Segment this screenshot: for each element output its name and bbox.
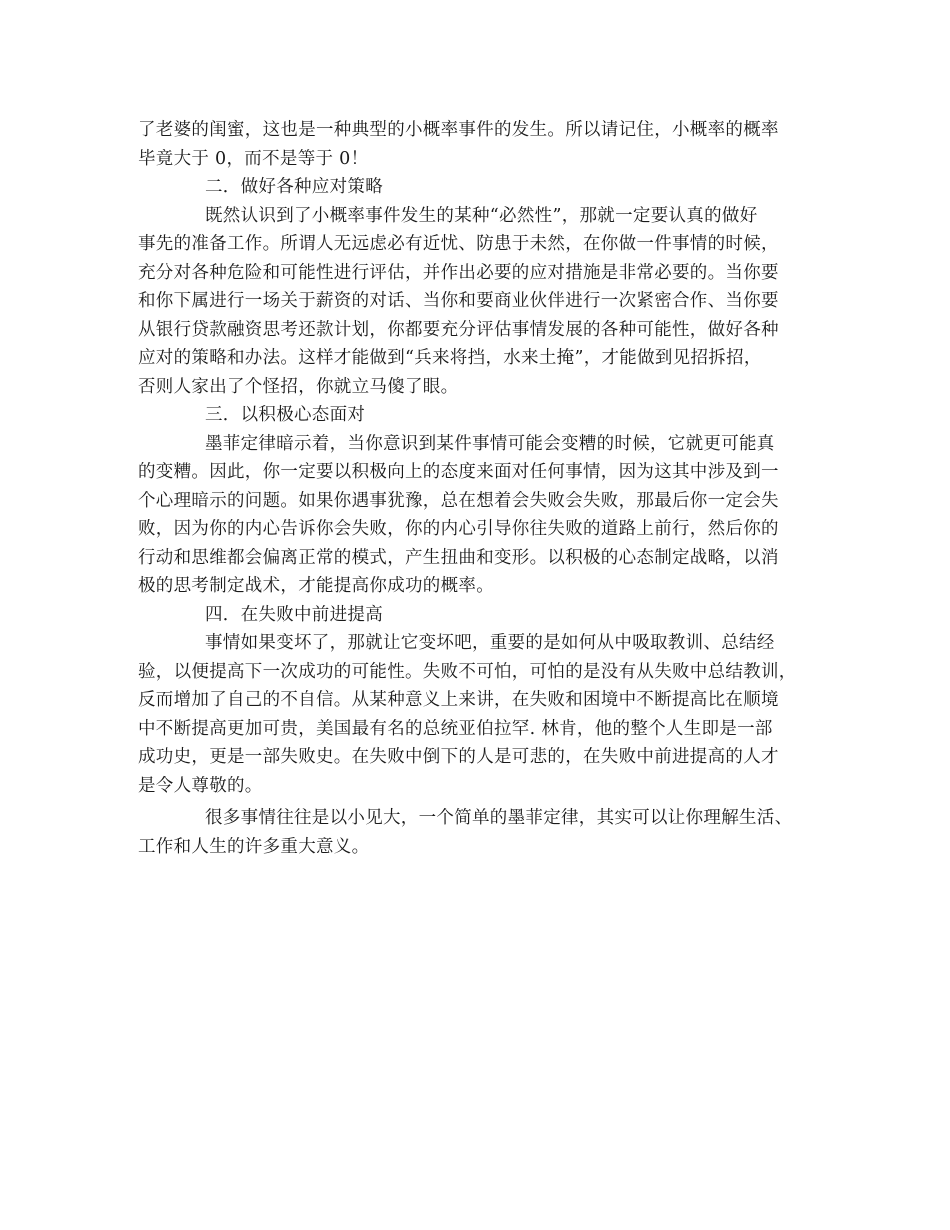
paragraph-line: 了老婆的闺蜜，这也是一种典型的小概率事件的发生。所以请记住，小概率的概率 (138, 120, 779, 140)
paragraph-line: 是令人尊敬的。 (138, 775, 263, 796)
paragraph-line: 墨菲定律暗示着，当你意识到某件事情可能会变糟的时候，它就更可能真 (205, 433, 775, 454)
paragraph-line: 充分对各种危险和可能性进行评估，并作出必要的应对措施是非常必要的。当你要 (138, 262, 779, 283)
document-body (138, 116, 813, 861)
paragraph-line: 验，以便提高下一次成功的可能性。失败不可怕，可怕的是没有从失败中总结教训， (138, 661, 797, 682)
paragraph-line: 的变糟。因此，你一定要以积极向上的态度来面对任何事情，因为这其中涉及到一 (138, 462, 779, 482)
paragraph-line: 应对的策略和办法。这样才能做到“兵来将挡，水来土掩”，才能做到见招拆招， (138, 348, 762, 368)
paragraph-line: 事先的准备工作。所谓人无远虑必有近忧、防患于未然，在你做一件事情的时候， (138, 234, 779, 254)
paragraph-line: 否则人家出了个怪招，你就立马傻了眼。 (138, 376, 459, 397)
paragraph-line: 成功史，更是一部失败史。在失败中倒下的人是可悲的，在失败中前进提高的人才 (138, 747, 779, 767)
section-heading-4: 四．在失败中前进提高 (205, 604, 383, 625)
section-heading-2: 二．做好各种应对策略 (205, 177, 383, 197)
paragraph-line: 很多事情往往是以小见大，一个简单的墨菲定律，其实可以让你理解生活、 (205, 808, 793, 828)
paragraph-line: 和你下属进行一场关于薪资的对话、当你和要商业伙伴进行一次紧密合作、当你要 (138, 291, 779, 311)
paragraph-line: 事情如果变坏了，那就让它变坏吧，重要的是如何从中吸取教训、总结经 (205, 633, 775, 653)
paragraph-line: 中不断提高更加可贵，美国最有名的总统亚伯拉罕. 林肯，他的整个人生即是一部 (138, 718, 773, 739)
paragraph-line: 反而增加了自己的不自信。从某种意义上来讲，在失败和困境中不断提高比在顺境 (138, 690, 779, 710)
paragraph-line: 毕竟大于 0，而不是等于 0！ (138, 148, 369, 169)
paragraph-line: 败，因为你的内心告诉你会失败，你的内心引导你往失败的道路上前行，然后你的 (138, 519, 779, 539)
paragraph-line: 从银行贷款融资思考还款计划，你都要充分评估事情发展的各种可能性，做好各种 (138, 319, 779, 340)
section-heading-3: 三．以积极心态面对 (205, 405, 366, 425)
paragraph-line: 个心理暗示的问题。如果你遇事犹豫，总在想着会失败会失败，那最后你一定会失 (138, 490, 779, 511)
paragraph-line: 工作和人生的许多重大意义。 (138, 836, 370, 857)
paragraph-line: 行动和思维都会偏离正常的模式，产生扭曲和变形。以积极的心态制定战略，以消 (138, 547, 779, 568)
paragraph-line: 极的思考制定战术，才能提高你成功的概率。 (138, 576, 494, 596)
paragraph-line: 既然认识到了小概率事件发生的某种“必然性”，那就一定要认真的做好 (205, 205, 758, 226)
